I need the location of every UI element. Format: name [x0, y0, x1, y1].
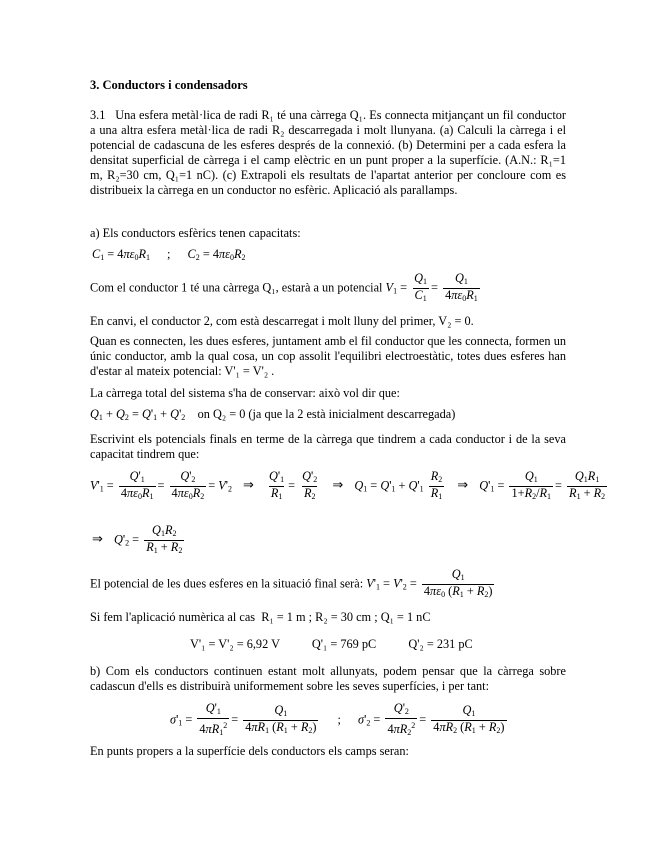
equation-q2-final: ⇒ $Q'_2$ = $\frac{Q_1R_2}{R_1 + R_2}$	[92, 523, 183, 555]
section-title: 3. Conductors i condensadors	[90, 78, 248, 92]
implies-icon: ⇒	[332, 478, 344, 494]
paragraph-total-charge: La càrrega total del sistema s'ha de conservar: això vol dir que:	[90, 386, 400, 400]
numeric-results	[190, 637, 473, 652]
result-q2: Q'₂ = 231 pC	[408, 637, 473, 651]
problem-text: Una esfera metàl·lica de radi R₁ té una càrrega Q₁. Es connecta mitjançant un fil conductor a una altra esfera metàl·lica de radi R₂ descarregada i molt llunyana. (a) Calculi la càrrega i el potencial de cadascuna de les esferes després de la connexió. (b) Determini per a cada esfera la densitat superficial de càrrega i el camp elèctric en un punt proper a la superfície. (A.N.: R₁=1 m, R₂=30 cm, Q₁=1 nC). (c) Extrapoli els resultats de l'apartat anterior per concloure com es distribueix la càrrega en un conductor no esfèric. Aplicació als parallamps.	[90, 108, 566, 197]
result-potential: V'₁ = V'₂ = 6,92 V	[190, 637, 280, 651]
paragraph-potentials: Escrivint els potencials finals en terme de la càrrega que tindrem a cada conductor i de la seva capacitat tindrem que:	[90, 432, 566, 461]
paragraph-numeric: Si fem l'aplicació numèrica al cas	[90, 610, 256, 624]
implies-icon: ⇒	[92, 532, 103, 548]
paragraph-part-b: b) Com els conductors continuen estant molt allunyats, podem pensar que la càrrega sobre cadascun d'ells es distribuirà uniformement sobre les seves superfícies, i per tant:	[90, 664, 566, 693]
result-q1: Q'₁ = 769 pC	[311, 637, 377, 651]
equation-capacities: $C_1 = 4\pi\varepsilon_0R_1$ ; $C_2 = 4\pi\varepsilon_0R_2$	[92, 247, 246, 262]
equation-surface-densities: $\sigma'_1$ = $\frac{Q'_1}{4\pi R_1^2}$ = $\frac{Q_1}{4\pi R_1 (R_1 + R_2)}$ ; $\sigma'_2$ = $\frac{Q'_2}{4\pi R_2^2}$ = $\frac{Q_1}{4\pi R_2 (R_1 + R_2)}$	[170, 701, 505, 738]
paragraph-connection: Quan es connecten, les dues esferes, juntament amb el fil conductor que les connecta, formen un únic conductor, amb la qual cosa, un cop assolit l'equilibri electroestàtic, totes dues esferes han d'estar al mateix potencial: V'₁ = V'₂ .	[90, 334, 566, 378]
line-final-potential: El potencial de les dues esferes en la situació final serà: $V'_1 = V'_2$ = $\frac{Q_1}{4\pi\varepsilon_0 (R_1 + R_2)}$	[90, 567, 493, 599]
paragraph-fields: En punts propers a la superfície dels conductors els camps seran:	[90, 744, 409, 758]
numeric-values: R₁ = 1 m ; R₂ = 30 cm ; Q₁ = 1 nC	[261, 610, 431, 624]
line-conductor1-potential: Com el conductor 1 té una càrrega Q₁, estarà a un potencial $V_1$ = $\frac{Q_1}{C_1}$ = $\frac{Q_1}{4\pi\varepsilon_0R_1}$	[90, 271, 478, 303]
implies-icon: ⇒	[457, 478, 469, 494]
equation-charge-conservation: $Q_1 + Q_2 = Q'_1 + Q'_2$ on Q₂ = 0 (ja que la 2 està inicialment descarregada)	[90, 407, 456, 422]
paragraph-part-a: a) Els conductors esfèrics tenen capacitats:	[90, 226, 301, 240]
paragraph-conductor2: En canvi, el conductor 2, com està descarregat i molt lluny del primer, V₂ = 0.	[90, 314, 474, 328]
problem-number: 3.1	[90, 108, 106, 122]
implies-icon: ⇒	[243, 478, 254, 494]
conservation-note: on Q₂ = 0 (ja que la 2 està inicialment descarregada)	[197, 407, 456, 421]
paragraph-final-potential: El potencial de les dues esferes en la situació final serà:	[90, 576, 364, 591]
line-numeric-application	[90, 610, 431, 625]
paragraph-conductor1: Com el conductor 1 té una càrrega Q₁, estarà a un potencial	[90, 280, 383, 295]
problem-statement	[90, 108, 566, 198]
equation-potential-equality: $V'_1$ = $\frac{Q'_1}{4\pi\varepsilon_0R_1}$ = $\frac{Q'_2}{4\pi\varepsilon_0R_2}$ = $V'_2$ ⇒ $\frac{Q'_1}{R_1}$ = $\frac{Q'_2}{R_2}$ ⇒ $Q_1 = Q'_1 + Q'_1$ $\frac{R_2}{R_1}$ ⇒ $Q'_1$ = $\frac{Q_1}{1+R_2/R_1}$ = $\frac{Q_1R_1}{R_1 + R_2}$	[90, 469, 606, 501]
